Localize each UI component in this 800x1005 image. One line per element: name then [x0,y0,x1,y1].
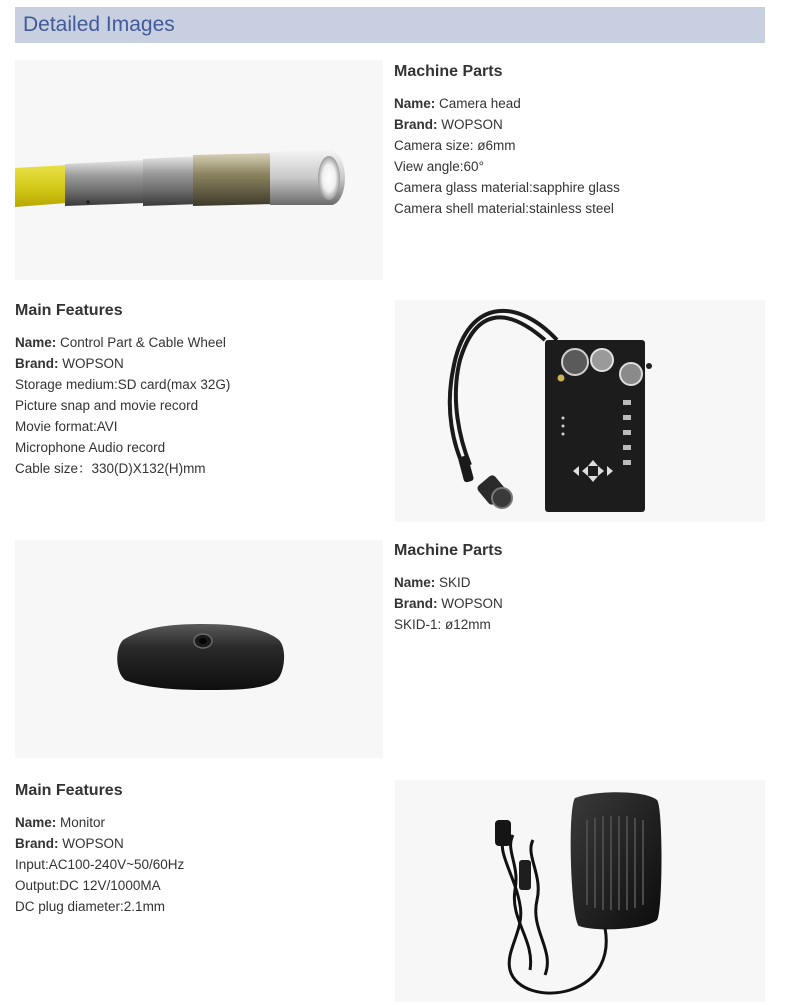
spec-value: Picture snap and movie record [15,398,199,413]
section-2-title: Main Features [15,302,123,319]
spec-value: WOPSON [58,836,124,851]
spec-line [15,812,184,833]
spec-line [394,572,503,593]
spec-line [394,114,620,135]
spec-value: WOPSON [58,356,124,371]
section-title: Detailed Images [23,13,175,36]
spec-value: Camera glass material:sapphire glass [394,180,620,195]
spec-value: Monitor [56,815,106,830]
spec-line [394,135,620,156]
spec-value: SKID [435,575,471,590]
spec-value: WOPSON [437,117,503,132]
spec-line [394,156,620,177]
section-1-text [394,63,620,219]
spec-line [15,437,230,458]
spec-value: Microphone Audio record [15,440,166,455]
spec-line [15,833,184,854]
spec-line [15,875,184,896]
spec-value: Output:DC 12V/1000MA [15,878,161,893]
spec-line [394,177,620,198]
spec-line [15,416,230,437]
spec-value: Camera size: ø6mm [394,138,516,153]
section-2-text [15,302,230,479]
spec-value: Camera head [435,96,521,111]
spec-label: Brand: [394,117,438,132]
skid-image [15,540,383,758]
spec-label: Name: [15,815,57,830]
spec-value: Storage medium:SD card(max 32G) [15,377,231,392]
control-box-image [395,300,765,522]
spec-label: Brand: [394,596,438,611]
camera-head-image [15,60,383,280]
spec-value: DC plug diameter:2.1mm [15,899,166,914]
spec-label: Brand: [15,836,59,851]
spec-line [15,896,184,917]
spec-value: Camera shell material:stainless steel [394,201,614,216]
spec-line [15,854,184,875]
spec-line [394,93,620,114]
spec-line [15,353,230,374]
spec-value: Control Part & Cable Wheel [56,335,226,350]
section-3-title: Machine Parts [394,542,503,559]
section-4-text [15,782,184,917]
spec-value: Cable size：330(D)X132(H)mm [15,461,206,476]
section-4-title: Main Features [15,782,123,799]
spec-value: SKID-1: ø12mm [394,617,491,632]
spec-line [15,374,230,395]
spec-value: Input:AC100-240V~50/60Hz [15,857,185,872]
spec-label: Name: [15,335,57,350]
spec-label: Name: [394,575,436,590]
spec-line [394,593,503,614]
spec-value: Movie format:AVI [15,419,118,434]
spec-value: View angle:60° [394,159,484,174]
spec-line [394,198,620,219]
spec-line [394,614,503,635]
spec-line [15,395,230,416]
spec-line [15,458,230,479]
spec-label: Name: [394,96,436,111]
section-header-bar [15,7,765,43]
section-1-title: Machine Parts [394,63,503,80]
section-3-text [394,542,503,635]
spec-line [15,332,230,353]
spec-label: Brand: [15,356,59,371]
power-adapter-image [395,780,765,1002]
spec-value: WOPSON [437,596,503,611]
